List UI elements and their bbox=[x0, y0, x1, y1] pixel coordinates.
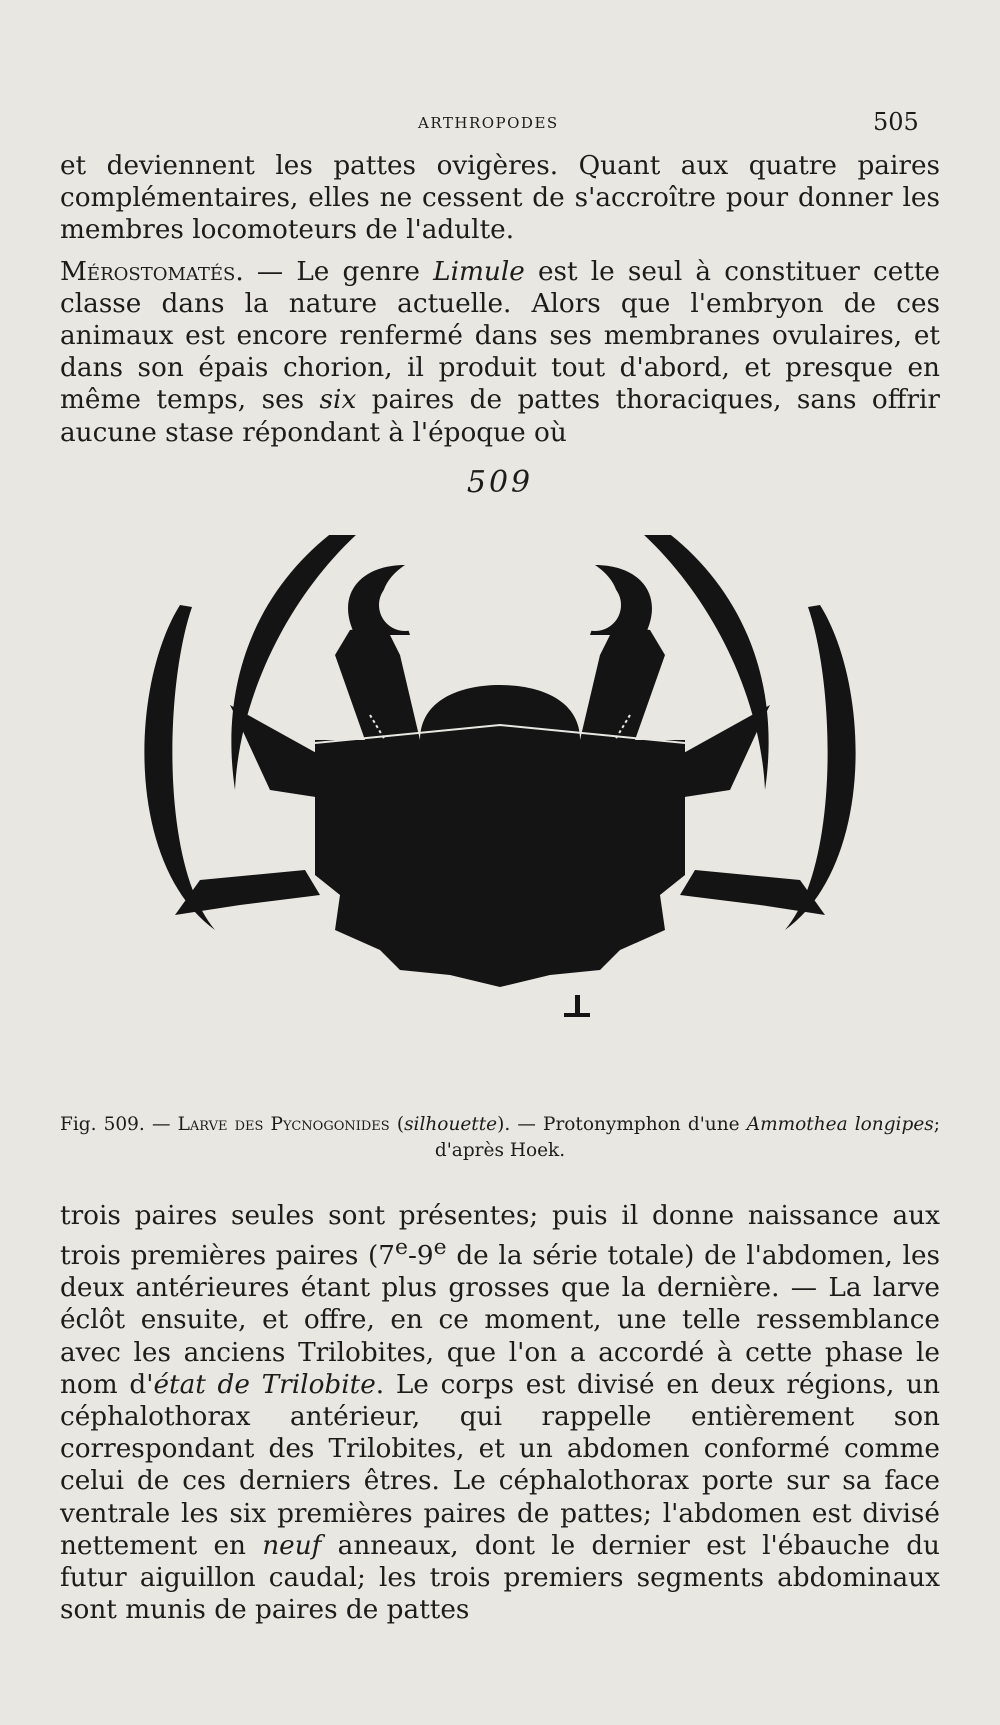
section-lead: Mérostomatés. bbox=[60, 256, 244, 287]
term-etat-de-trilobite: état de Trilobite bbox=[153, 1369, 376, 1400]
signature-mark bbox=[564, 995, 590, 1017]
head-lobe bbox=[420, 685, 580, 740]
left-chelicera bbox=[335, 625, 420, 740]
running-head-title: ARTHROPODES bbox=[418, 114, 559, 132]
right-lower-leg bbox=[680, 870, 825, 915]
body bbox=[315, 740, 685, 987]
emphasis-neuf: neuf bbox=[262, 1530, 322, 1561]
paragraph-trilobite: trois paires seules sont présentes; puis il donne naissance aux trois premières paires (7e-9e de la série totale) de l'abdomen, les deux antérieures étant plus grosses que la dernière. — La larve éclôt ensuite, et offre, en ce moment, une telle ressemblance avec les anciens Trilobites, que l'on a accordé à cette phase le nom d'état de Trilobite. Le corps est divisé en deux régions, un céphalothorax antérieur, qui rappelle entièrement son correspondant des Trilobites, et un abdomen conformé comme celui de ces derniers êtres. Le céphalothorax porte sur sa face ventrale les six premières paires de pattes; l'abdomen est divisé nettement en neuf anneaux, dont le dernier est l'ébauche du futur aiguillon caudal; les trois premiers segments abdominaux sont munis de paires de pattes bbox=[60, 1201, 940, 1626]
left-claw-hollow bbox=[379, 579, 431, 631]
right-chelicera bbox=[580, 625, 665, 740]
paragraph-ovigeres: et deviennent les pattes ovigères. Quant aux quatre paires complémentaires, elles ne cessent de s'accroître pour donner les membres locomoteurs de l'adulte. bbox=[60, 151, 940, 246]
caption-title: Larve des Pycnogonides bbox=[177, 1114, 390, 1135]
bottom-text-block bbox=[60, 1200, 940, 1626]
caption-note: silhouette bbox=[404, 1114, 498, 1135]
caption-species: Ammothea longipes bbox=[746, 1114, 934, 1135]
emphasis-six: six bbox=[319, 385, 357, 416]
right-claw-hollow bbox=[569, 579, 621, 631]
page-number: 505 bbox=[873, 108, 919, 136]
figure-number: 509 bbox=[466, 465, 534, 500]
top-text-block bbox=[60, 150, 940, 449]
pycnogonid-larva-illustration bbox=[120, 535, 880, 1095]
figure-caption bbox=[60, 1112, 940, 1164]
left-lower-leg bbox=[175, 870, 320, 915]
paragraph-merostomates: Mérostomatés. — Le genre Limule est le seul à constituer cette classe dans la nature actuelle. Alors que l'embryon de ces animaux est encore renfermé dans ses membranes ovulaires, et dans son épais chorion, il produit tout d'abord, et presque en même temps, ses six paires de pattes thoraciques, sans offrir aucune stase répondant à l'époque où bbox=[60, 256, 940, 448]
caption-line-1: Fig. 509. — Larve des Pycnogonides (silhouette). — Protonymphon d'une Ammothea longipes; bbox=[60, 1114, 940, 1135]
genus-limule: Limule bbox=[433, 256, 525, 287]
running-head bbox=[0, 108, 1000, 138]
caption-line-2: d'après Hoek. bbox=[434, 1140, 566, 1161]
